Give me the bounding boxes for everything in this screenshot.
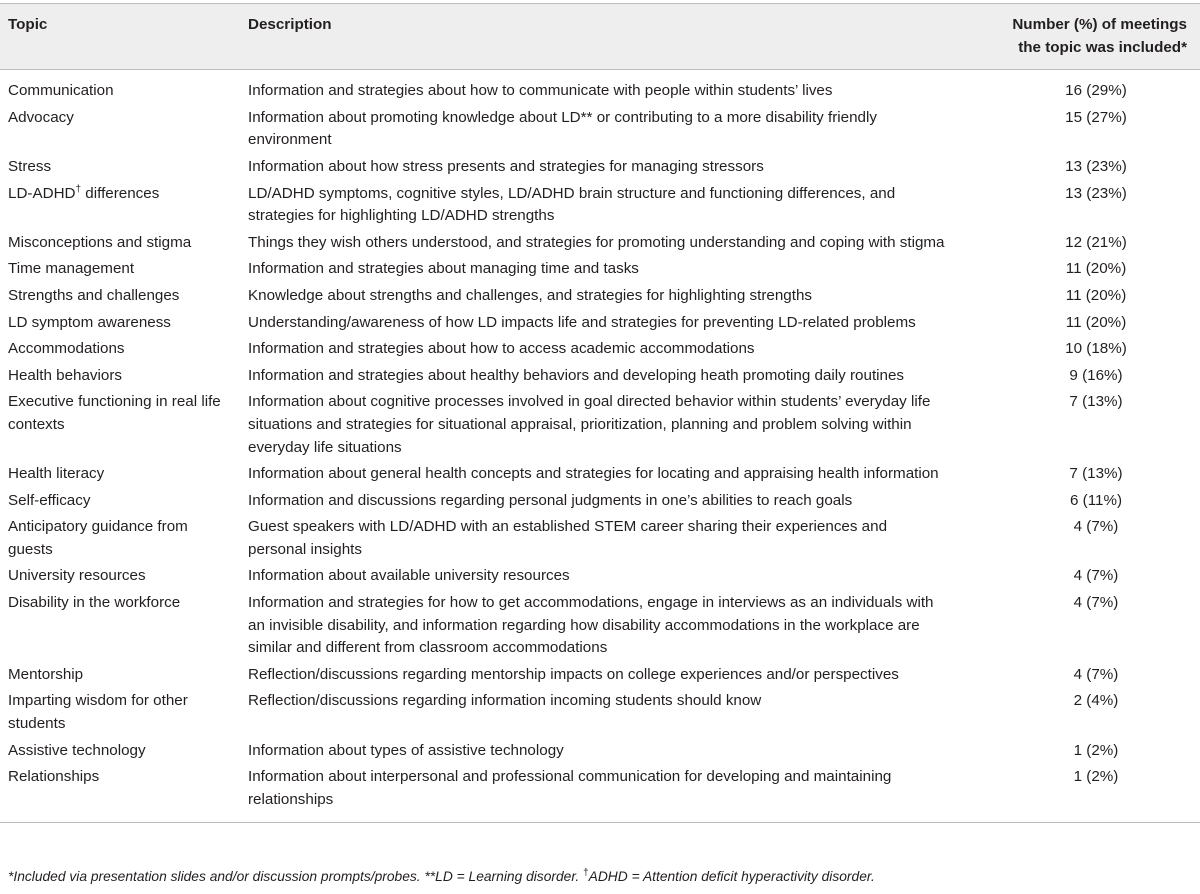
- topic-text: Imparting wisdom for other students: [8, 692, 188, 733]
- topic-text: Health literacy: [8, 465, 105, 483]
- topic-cell: [0, 105, 240, 154]
- count-cell: 11 (20%): [1065, 313, 1127, 331]
- topic-text: Health behaviors: [8, 366, 122, 384]
- topic-cell: [0, 764, 240, 823]
- table-row: [0, 181, 1200, 230]
- count-cell: 6 (11%): [1069, 491, 1123, 509]
- count-cell: 4 (7%): [1073, 567, 1119, 585]
- topic-text: Relationships: [8, 768, 100, 786]
- table-row: [0, 336, 1200, 363]
- topic-cell: [0, 662, 240, 689]
- table-row: [0, 256, 1200, 283]
- topic-text: Strengths and challenges: [8, 286, 180, 304]
- count-cell: 4 (7%): [1073, 665, 1119, 683]
- description-cell: Reflection/discussions regarding information incoming students should know: [248, 692, 762, 710]
- count-cell: 11 (20%): [1065, 286, 1127, 304]
- count-cell: 7 (13%): [1069, 393, 1123, 411]
- table-row: [0, 363, 1200, 390]
- count-cell: 4 (7%): [1073, 518, 1119, 536]
- topic-text: Self-efficacy: [8, 491, 91, 509]
- topic-cell: [0, 738, 240, 765]
- topic-text: Assistive technology: [8, 741, 146, 759]
- topic-cell: [0, 70, 240, 105]
- count-cell: 4 (7%): [1073, 594, 1119, 612]
- table-row: [0, 70, 1200, 105]
- count-cell: 15 (27%): [1065, 108, 1127, 126]
- footnote-part1: *Included via presentation slides and/or discussion prompts/probes. **LD = Learning disorder.: [8, 869, 584, 884]
- description-cell: Information and strategies about how to communicate with people within students’ lives: [248, 82, 833, 100]
- topic-text: LD-ADHD: [8, 184, 76, 202]
- table-row: [0, 738, 1200, 765]
- count-cell: 1 (2%): [1073, 741, 1119, 759]
- description-cell: Things they wish others understood, and strategies for promoting understanding and coping with stigma: [248, 233, 945, 251]
- description-cell: Information and discussions regarding personal judgments in one’s abilities to reach goals: [248, 491, 853, 509]
- description-cell: Information and strategies about healthy behaviors and developing heath promoting daily routines: [248, 366, 905, 384]
- header-count: [960, 4, 1200, 70]
- description-cell: Guest speakers with LD/ADHD with an established STEM career sharing their experiences and personal insights: [248, 518, 888, 558]
- topic-text: LD symptom awareness: [8, 313, 171, 331]
- topic-text: Executive functioning in real life contexts: [8, 393, 221, 433]
- table-footnote: [8, 869, 875, 884]
- table-row: [0, 563, 1200, 590]
- table-row: [0, 154, 1200, 181]
- header-count-line1: Number (%) of meetings: [1012, 16, 1187, 33]
- description-cell: Information about interpersonal and professional communication for developing and maintaining relationships: [240, 764, 960, 823]
- description-cell: Information about general health concepts and strategies for locating and appraising health information: [248, 465, 939, 483]
- description-cell: Information about how stress presents and strategies for managing stressors: [248, 157, 764, 175]
- topic-cell: [0, 688, 240, 737]
- header-topic: Topic: [0, 4, 240, 70]
- count-cell: 16 (29%): [1065, 82, 1127, 100]
- table-row: [0, 488, 1200, 515]
- header-description: Description: [240, 4, 960, 70]
- topic-cell: [0, 590, 240, 662]
- topic-text: Disability in the workforce: [8, 594, 181, 612]
- table-row: [0, 230, 1200, 257]
- footnote-part2: ADHD = Attention deficit hyperactivity disorder.: [588, 869, 875, 884]
- count-cell: 12 (21%): [1065, 233, 1127, 251]
- count-cell: 1 (2%): [960, 764, 1200, 823]
- header-count-line2: the topic was included*: [1018, 38, 1187, 56]
- table-row: [0, 590, 1200, 662]
- topic-suffix: differences: [81, 184, 160, 202]
- description-cell: Information and strategies for how to get accommodations, engage in interviews as an individuals with an invisible disability, and information regarding how disability accommodations in the workplace are similar and different from classroom accommodations: [248, 594, 934, 657]
- topic-cell: [0, 389, 240, 461]
- topic-text: Advocacy: [8, 108, 74, 126]
- topic-text: Accommodations: [8, 340, 125, 358]
- topic-text: Stress: [8, 157, 52, 175]
- count-cell: 10 (18%): [1065, 340, 1127, 358]
- topic-text: Misconceptions and stigma: [8, 233, 192, 251]
- description-cell: Information and strategies about how to access academic accommodations: [248, 340, 755, 358]
- table-row: [0, 514, 1200, 563]
- topic-text: Communication: [8, 82, 114, 100]
- table-row: [0, 105, 1200, 154]
- topic-cell: [0, 256, 240, 283]
- description-cell: Reflection/discussions regarding mentorship impacts on college experiences and/or perspectives: [248, 665, 899, 683]
- table-row: [0, 764, 1200, 823]
- topic-cell: [0, 310, 240, 337]
- topic-text: Time management: [8, 260, 135, 278]
- description-cell: LD/ADHD symptoms, cognitive styles, LD/ADHD brain structure and functioning differences, and strategies for highlighting LD/ADHD strengths: [248, 184, 896, 225]
- topic-cell: [0, 488, 240, 515]
- topic-text: Mentorship: [8, 665, 84, 683]
- table-row: [0, 461, 1200, 488]
- topic-cell: [0, 336, 240, 363]
- topic-dagger: †: [75, 183, 82, 195]
- topic-cell: [0, 563, 240, 590]
- description-cell: Information and strategies about managing time and tasks: [248, 260, 639, 278]
- topic-cell: [0, 230, 240, 257]
- topic-cell: [0, 283, 240, 310]
- topic-text: University resources: [8, 567, 146, 585]
- topics-table: [0, 3, 1200, 823]
- table-header-row: [0, 4, 1200, 70]
- table-body: [0, 70, 1200, 823]
- count-cell: 7 (13%): [1069, 465, 1123, 483]
- description-cell: Information about cognitive processes involved in goal directed behavior within students’ everyday life situations and strategies for situational appraisal, prioritization, planning and problem solving within everyday life situations: [248, 393, 931, 456]
- table-row: [0, 310, 1200, 337]
- footnote-dagger: †: [583, 867, 589, 879]
- count-cell: 9 (16%): [1069, 366, 1123, 384]
- table-row: [0, 688, 1200, 737]
- count-cell: 2 (4%): [1073, 692, 1119, 710]
- description-cell: Information about types of assistive technology: [248, 741, 564, 759]
- table-row: [0, 662, 1200, 689]
- count-cell: 13 (23%): [1065, 184, 1127, 202]
- table-row: [0, 389, 1200, 461]
- description-cell: Information about available university resources: [248, 567, 570, 585]
- topic-cell: [0, 363, 240, 390]
- description-cell: Knowledge about strengths and challenges, and strategies for highlighting strengths: [248, 286, 812, 304]
- description-cell: Information about promoting knowledge about LD** or contributing to a more disability friendly environment: [248, 108, 877, 149]
- topic-cell: [0, 461, 240, 488]
- count-cell: 13 (23%): [1065, 157, 1127, 175]
- topic-cell: [0, 514, 240, 563]
- table-row: [0, 283, 1200, 310]
- count-cell: 11 (20%): [1065, 260, 1127, 278]
- topic-text: Anticipatory guidance from guests: [8, 518, 188, 558]
- topic-cell: [0, 181, 240, 230]
- topic-cell: [0, 154, 240, 181]
- description-cell: Understanding/awareness of how LD impacts life and strategies for preventing LD-related problems: [248, 313, 916, 331]
